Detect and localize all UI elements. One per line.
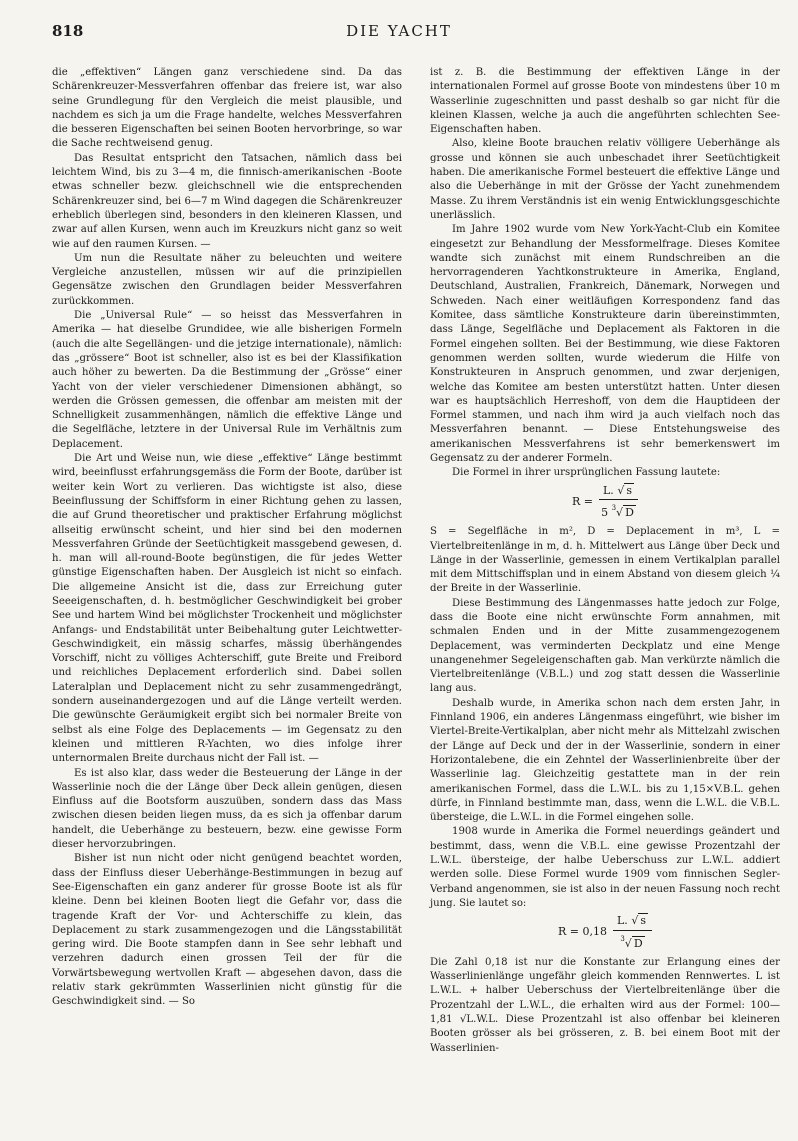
paragraph: S = Segelfläche in m², D = Deplacement in m³, L = Viertelbreitenlänge in m, d. h. Mittelwert aus Länge über Deck und Länge in der Wasserlinie, gemessen in einem Vertikalplan parallel mit dem Mittschiffsplan und in einem Abstand von diesem gleich ¼ der Breite in der Wasserlinie. (430, 526, 780, 595)
formula-num-prefix: L. (617, 914, 628, 928)
formula-fraction (599, 484, 638, 521)
paragraph: die „effektiven“ Längen ganz verschiedene sind. Da das Schärenkreuzer-Messverfahren offenbar das freiere ist, war also seine Grundlegung für den Vergleich die meist plausible, und nachdem es sich ja um die Frage handelte, welches Messverfahren die besseren Eigenschaften bei seinen Booten hervorbringe, so war die Sache rechtweisend genug. (52, 67, 402, 150)
sqrt-symbol: √ (624, 936, 632, 950)
formula-den-index: 3 (620, 934, 625, 943)
formula-num-prefix: L. (603, 483, 614, 497)
formula-revised (430, 914, 780, 951)
running-head: DIE YACHT (346, 22, 452, 40)
formula-denominator (601, 500, 636, 520)
page-number: 818 (52, 22, 84, 40)
formula-num-radicand: s (640, 914, 646, 928)
paragraph: Die Formel in ihrer ursprünglichen Fassung lautete: (452, 467, 721, 479)
formula-lhs: R = 0,18 (558, 925, 607, 939)
formula-den-prefix: 5 (601, 505, 609, 519)
right-column (430, 66, 780, 1056)
formula-den-index: 3 (611, 503, 617, 512)
paragraph: Das Resultat entspricht den Tatsachen, nämlich dass bei leichtem Wind, bis zu 3—4 m, die finnisch-amerikanischen -Boote etwas schneller bezw. gleichschnell wie die entsprechenden Schärenkreuzer sind, bei 6—7 m Wind dagegen die Schärenkreuzer erheblich überlegen sind, besonders in den kleineren Klassen, und zwar auf allen Kursen, wenn auch im Kreuzkurs nicht ganz so weit wie auf den raumen Kursen. — (52, 152, 402, 250)
sqrt-symbol: √ (631, 914, 639, 928)
sqrt-symbol: √ (616, 505, 624, 519)
formula-lhs: R = (572, 494, 593, 508)
formula-numerator (599, 484, 638, 500)
formula-den-radicand: D (633, 936, 643, 950)
paragraph: Die Zahl 0,18 ist nur die Konstante zur Erlangung eines der Wasserlinienlänge ungefähr gleich kommenden Rennwertes. L ist L.W.L. + halber Ueberschuss der Viertelbreitenlänge über die Prozentzahl der L.W.L., die erhalten wird aus der Formel: 100—1,81 √L.W.L. Diese Prozentzahl ist also offenbar bei kleineren Booten grösser als bei grösseren, z. B. bei einem Boot mit der Wasserlinien- (430, 956, 780, 1054)
paragraph: ist z. B. die Bestimmung der effektiven Länge in der internationalen Formel auf grosse Boote von mindestens über 10 m Wasserlinie zugeschnitten und passt deshalb so gar nicht für die kleinen Klassen, welche ja auch die angeführten schlechten See-Eigenschaften haben. (430, 67, 780, 136)
paragraph: Also, kleine Boote brauchen relativ völligere Ueberhänge als grosse und können sie auch unbeschadet ihrer Seetüchtigkeit haben. Die amerikanische Formel besteuert die effektive Länge und also die Ueberhänge in mit der Grösse der Yacht zunehmendem Masse. Zu ihrem Verständnis ist ein wenig Entwicklungsgeschichte unerlässlich. (430, 138, 780, 221)
paragraph: Diese Bestimmung des Längenmasses hatte jedoch zur Folge, dass die Boote eine nicht erwünschte Form annahmen, mit schmalen Enden und in der Mitte zusammengezogenem Deplacement, was verminderten Deckplatz und eine Menge unangenehmer Segeleigenschaften gab. Man verkürzte nämlich die Viertelbreitenlänge (V.B.L.) und zog statt dessen die Wasserlinie lang aus. (430, 597, 780, 695)
paragraph: Um nun die Resultate näher zu beleuchten und weitere Vergleiche anzustellen, müssen wir auf die prinzipiellen Gegensätze zwischen den Grundlagen beider Messverfahren zurückkommen. (52, 252, 402, 307)
formula-denominator (620, 931, 644, 951)
formula-den-radicand: D (625, 505, 634, 519)
formula-fraction (613, 914, 652, 951)
formula-num-radicand: s (626, 483, 632, 497)
paragraph: Die Art und Weise nun, wie diese „effektive“ Länge bestimmt wird, beeinflusst erfahrungsgemäss die Form der Boote, darüber ist weiter kein Wort zu verlieren. Das wichtigste ist also, diese Beeinflussung der Schiffsform in einer Richtung gehen zu lassen, die auf Grund theoretischer und praktischer Erfahrung möglichst allseitig erwünscht scheint, und hier sind bei den modernen Messverfahren Gründe der Seetüchtigkeit massgebend gewesen, d. h. man will all-round-Boote begünstigen, die für jedes Wetter günstige Eigenschaften haben. Der Ausgleich ist nicht so einfach. Die allgemeine Ansicht ist die, dass zur Erreichung guter Seeeigenschaften, d. h. bestmöglicher Geschwindigkeit bei grober See und hartem Wind bei möglichster Trockenheit und möglichster Anfangs- und Endstabilität unter Beibehaltung guter Leichtwetter-Geschwindigkeit, ein mässig scharfes, mässig überhängendes Vorschiff, nicht zu völliges Achterschiff, gute Breite und Freibord und reichliches Deplacement erforderlich sind. Dabei sollen Lateralplan und Deplacement nicht zu sehr zusammengedrängt, sondern auseinandergezogen und auf die Länge verteilt werden. Die gewünschte Geräumigkeit ergibt sich bei normaler Breite von selbst als eine Folge des Deplacements — im Gegensatz zu den kleinen und mittleren R-Yachten, wo dies infolge ihrer unternormalen Breite durchaus nicht der Fall ist. — (52, 453, 402, 765)
paragraph: Die „Universal Rule“ — so heisst das Messverfahren in Amerika — hat dieselbe Grundidee, wie alle bisherigen Formeln (auch die alte Segellängen- und die jetzige internationale), nämlich: das „grössere“ Boot ist schneller, also ist es bei der Klassifikation auch höher zu bewerten. Da die Bestimmung der „Grösse“ einer Yacht von der vieler verschiedener Dimensionen abhängt, so werden die Grössen gemessen, die offenbar am meisten mit der Schnelligkeit zusammenhängen, nämlich die effektive Länge und die Segelfläche, letztere in der Universal Rule im Verhältnis zum Deplacement. (52, 310, 402, 450)
paragraph: Bisher ist nun nicht oder nicht genügend beachtet worden, dass der Einfluss dieser Ueberhänge-Bestimmungen in bezug auf See-Eigenschaften ein ganz anderer für grosse Boote ist als für kleine. Denn bei kleinen Booten liegt die Gefahr vor, dass die tragende Kraft der Vor- und Achterschiffe zu klein, das Deplacement zu stark zusammengezogen und die Längsstabilität gering wird. Die Boote stampfen dann in See sehr lebhaft und verzehren dadurch einen grossen Teil der für die Vorwärtsbewegung wertvollen Kraft — abgesehen davon, dass die relativ stark gekrümmten Wasserlinien nicht günstig für die Geschwindigkeit sind. — So (52, 853, 402, 1008)
paragraph: Deshalb wurde, in Amerika schon nach dem ersten Jahr, in Finnland 1906, ein anderes Längenmass eingeführt, wie bisher im Viertel-Breite-Vertikalplan, aber nicht mehr als Mittelzahl zwischen der Länge auf Deck und der in der Wasserlinie, sondern in einer Horizontalebene, die ein Zehntel der Wasserlinienbreite über der Wasserlinie lag. Gleichzeitig gestattete man in der rein amerikanischen Formel, dass die L.W.L. bis zu 1,15×V.B.L. gehen dürfe, in Finnland bestimmte man, dass, wenn die L.W.L. die V.B.L. übersteige, die L.W.L. in die Formel eingehen solle. (430, 697, 780, 824)
paragraph: 1908 wurde in Amerika die Formel neuerdings geändert und bestimmt, dass, wenn die V.B.L. eine gewisse Prozentzahl der L.W.L. übersteige, der halbe Ueberschuss zur L.W.L. addiert werden solle. Diese Formel wurde 1909 vom finnischen Segler-Verband angenommen, sie ist also in der neuen Fassung noch recht jung. Sie lautet so: (430, 826, 780, 909)
sqrt-symbol: √ (617, 483, 625, 497)
left-column (52, 66, 402, 1010)
paragraph: Im Jahre 1902 wurde vom New York-Yacht-Club ein Komitee eingesetzt zur Behandlung der Messformelfrage. Dieses Komitee wandte sich zunächst mit einem Rundschreiben an die hervorragenderen Yachtkonstrukteure in Amerika, England, Deutschland, Australien, Frankreich, Dänemark, Norwegen und Schweden. Nach einer weitläufigen Korrespondenz fand das Komitee, dass sämtliche Konstrukteure darin übereinstimmten, dass Länge, Segelfläche und Deplacement als Faktoren in die Formel eingehen sollten. Bei der Bestimmung, wie diese Faktoren genommen werden sollten, wurde wiederum die Hilfe von Konstrukteuren in Anspruch genommen, und zwar derjenigen, welche das Komitee am besten unterstützt hatten. Unter diesen war es hauptsächlich Herreshoff, von dem die Hauptideen der Formel stammen, und nach ihm wird ja auch vielfach noch das Messverfahren benannt. — Diese Entstehungsweise des amerikanischen Messverfahrens ist sehr bemerkenswert im Gegensatz zu der anderer Formeln. (430, 224, 780, 465)
paragraph: Es ist also klar, dass weder die Besteuerung der Länge in der Wasserlinie noch die der Länge über Deck allein genügen, diesen Einfluss auf die Bootsform auszuüben, sondern dass das Mass zwischen diesen beiden liegen muss, da es sich ja offenbar darum handelt, die Ueberhänge zu besteuern, bezw. eine gewisse Form dieser hervorzubringen. (52, 767, 402, 851)
formula-original (430, 484, 780, 521)
formula-numerator (613, 914, 652, 930)
